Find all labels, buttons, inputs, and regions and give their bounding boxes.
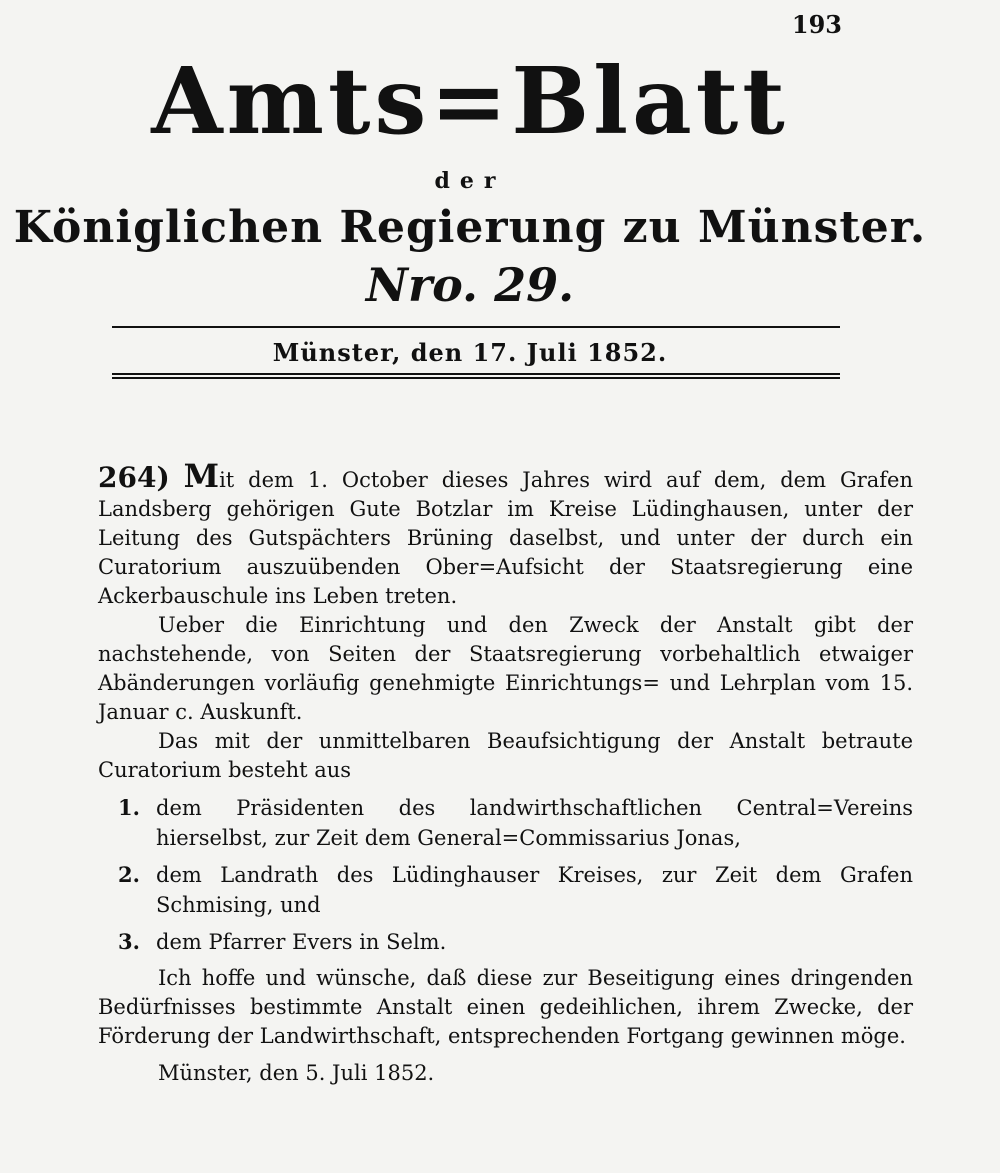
drop-initial: M [183, 457, 220, 495]
masthead-der: der [434, 168, 506, 194]
paragraph-2: Ueber die Einrichtung und den Zweck der Anstalt gibt der nachstehende, von Seiten der Staatsregierung vorbehaltlich etwaiger Abänderungen vorläufig genehmigte Einrichtungs= und Lehrplan vom 15. Januar c. Auskunft. [98, 613, 913, 724]
list-item-text: dem Präsidenten des landwirthschaftlichen Central=Vereins hierselbst, zur Zeit dem General=Commissarius Jonas, [156, 796, 913, 850]
rule-thin [112, 326, 840, 328]
dateline: Münster, den 17. Juli 1852. [272, 338, 668, 367]
article-number: 264) [98, 461, 170, 494]
list-item-index: 2. [118, 862, 140, 887]
closing-dateline: Münster, den 5. Juli 1852. [158, 1061, 435, 1085]
list-item-index: 3. [118, 929, 140, 954]
list-item [118, 927, 913, 957]
paragraph-3: Das mit der unmittelbaren Beaufsichtigung der Anstalt betraute Curatorium besteht aus [98, 729, 913, 782]
list-item-text: dem Pfarrer Evers in Selm. [156, 930, 447, 954]
rule-thick [112, 373, 840, 379]
list-item-index: 1. [118, 795, 140, 820]
list-item [118, 860, 913, 920]
masthead-authority: Königlichen Regierung zu Münster. [13, 202, 927, 253]
closing-body [98, 964, 913, 1088]
paragraph-1-text: it dem 1. October dieses Jahres wird auf dem, dem Grafen Landsberg gehörigen Gute Botzlar im Kreise Lüdinghausen, unter der Leitung des Gutspächters Brüning daselbst, und unter der durch ein Curatorium auszuübenden Ober=Aufsicht der Staatsregierung eine Ackerbauschule ins Leben treten. [98, 468, 913, 608]
paragraph-1 [98, 457, 913, 611]
page-number: 193 [791, 10, 842, 39]
paragraph-4: Ich hoffe und wünsche, daß diese zur Beseitigung eines dringenden Bedürfnisses bestimmte Anstalt einen gedeihlichen, ihrem Zwecke, der Förderung der Landwirthschaft, entsprechenden Fortgang gewinnen möge. [98, 966, 913, 1048]
list-item [118, 793, 913, 853]
article-body [98, 457, 913, 785]
issue-number: Nro. 29. [365, 258, 575, 312]
masthead-title: Amts=Blatt [151, 47, 789, 155]
list-item-text: dem Landrath des Lüdinghauser Kreises, zur Zeit dem Grafen Schmising, und [156, 863, 913, 917]
